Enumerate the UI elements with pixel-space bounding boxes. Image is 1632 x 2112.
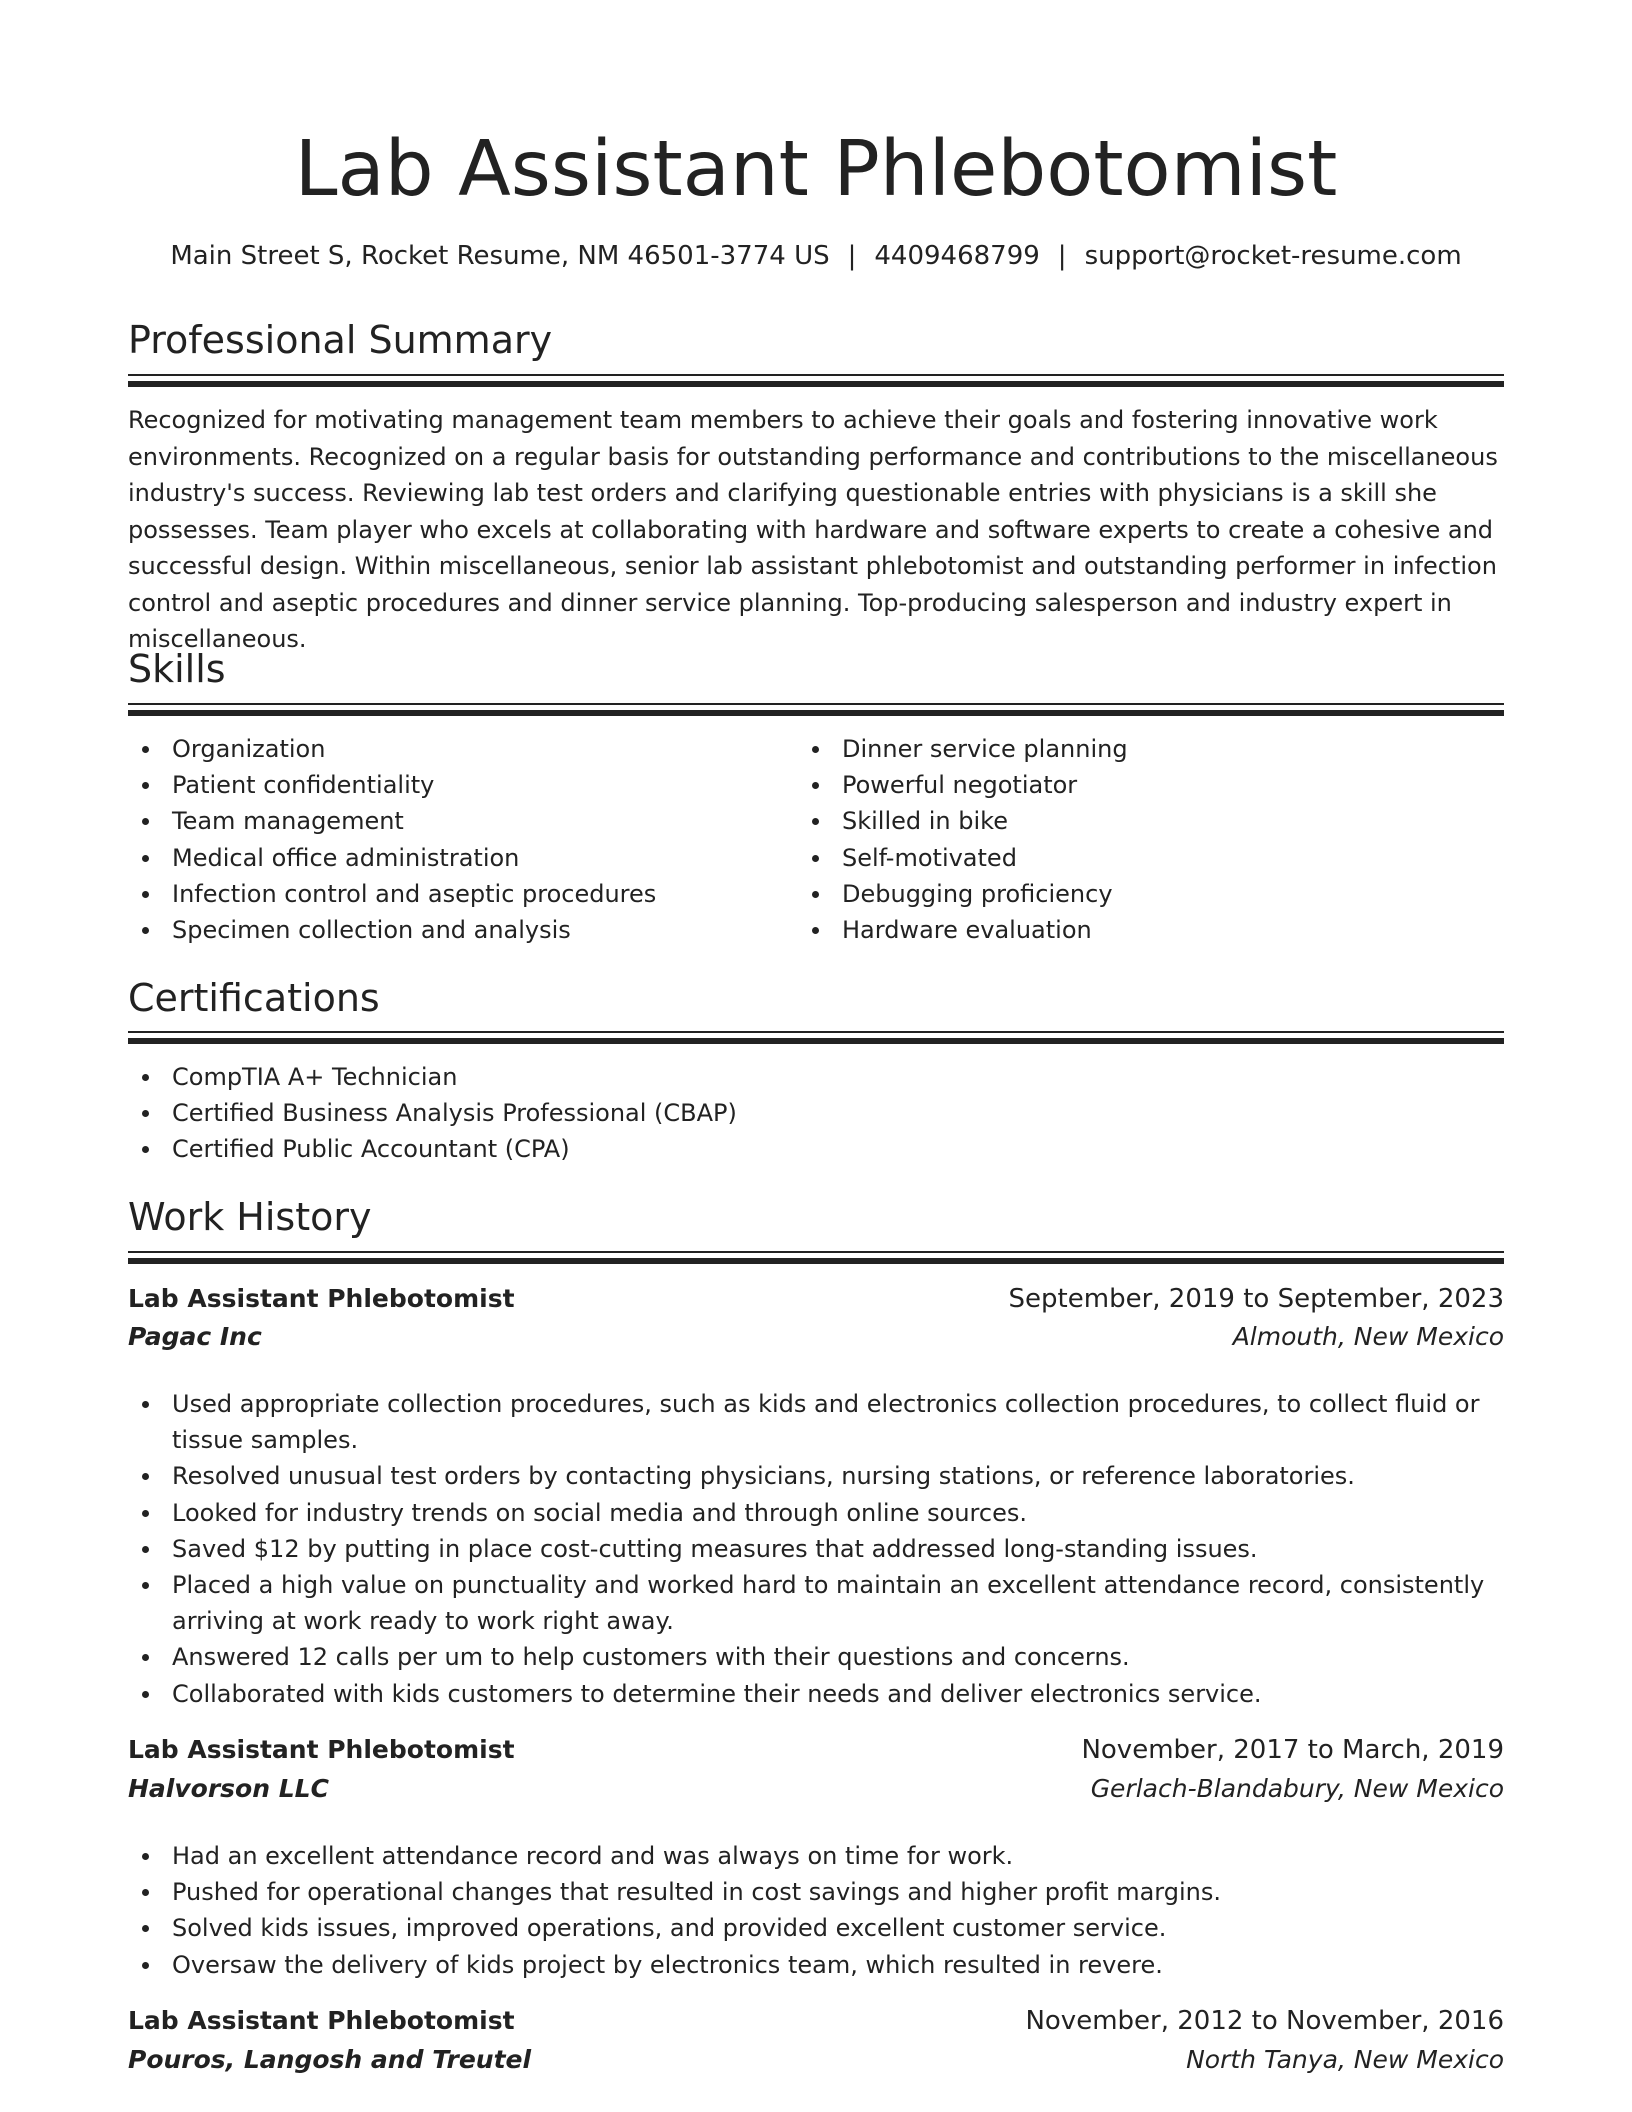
summary-text: Recognized for motivating management team members to achieve their goals and fostering innovative work environments. Recognized on a regular basis for outstanding performance and contributions to the miscellaneous industry's success. Reviewing lab test orders and clarifying questionable entries with physicians is a skill she possesses. Team player who excels at collaborating with hardware and software experts to create a cohesive and successful design. Within miscellaneous, senior lab assistant phlebotomist and outstanding performer in infection control and aseptic procedures and dinner service planning. Top-producing salesperson and industry expert in miscellaneous. (128, 406, 1498, 653)
job-title: Lab Assistant Phlebotomist (128, 2006, 515, 2035)
list-item: Solved kids issues, improved operations, and provided excellent customer service. (128, 1910, 1504, 1946)
contact-email: support@rocket-resume.com (1084, 241, 1462, 271)
list-item: Resolved unusual test orders by contacting physicians, nursing stations, or reference laboratories. (128, 1458, 1504, 1494)
list-item: Powerful negotiator (798, 767, 1504, 803)
list-item: Team management (128, 803, 798, 839)
list-item: Oversaw the delivery of kids project by electronics team, which resulted in revere. (128, 1947, 1504, 1983)
section-divider (128, 374, 1504, 388)
list-item: Saved $12 by putting in place cost-cutting measures that addressed long-standing issues. (128, 1531, 1504, 1567)
job-dates: November, 2012 to November, 2016 (1025, 2006, 1504, 2036)
list-item: Answered 12 calls per um to help customers with their questions and concerns. (128, 1639, 1504, 1675)
contact-separator: | (1057, 241, 1067, 271)
job-bullets (128, 1386, 1504, 1712)
job-location: North Tanya, New Mexico (1186, 2045, 1504, 2074)
list-item: Organization (128, 731, 798, 767)
list-item: Placed a high value on punctuality and worked hard to maintain an excellent attendance record, consistently arriving at work ready to work right away. (128, 1567, 1504, 1639)
skills-list-right (798, 731, 1504, 948)
job-subheader (128, 2041, 1504, 2079)
job-bullets (128, 1838, 1504, 1983)
list-item: Hardware evaluation (798, 912, 1504, 948)
list-item: Debugging proficiency (798, 876, 1504, 912)
list-item: Used appropriate collection procedures, such as kids and electronics collection procedures, to collect fluid or tissue samples. (128, 1386, 1504, 1458)
section-divider (128, 1251, 1504, 1265)
job-title: Lab Assistant Phlebotomist (128, 1284, 515, 1313)
list-item: Specimen collection and analysis (128, 912, 798, 948)
list-item: Certified Business Analysis Professional (CBAP) (128, 1095, 1504, 1131)
section-divider (128, 703, 1504, 717)
job-location: Almouth, New Mexico (1232, 1322, 1504, 1351)
job-dates: September, 2019 to September, 2023 (1008, 1284, 1504, 1314)
job-header (128, 2002, 1504, 2040)
job-dates: November, 2017 to March, 2019 (1081, 1735, 1504, 1765)
section-title-work-history: Work History (128, 1195, 372, 1239)
contact-phone: 4409468799 (874, 241, 1040, 271)
list-item: Infection control and aseptic procedures (128, 876, 798, 912)
job-company: Pouros, Langosh and Treutel (128, 2045, 532, 2074)
list-item: CompTIA A+ Technician (128, 1059, 1504, 1095)
job-subheader (128, 1318, 1504, 1356)
list-item: Medical office administration (128, 840, 798, 876)
section-title-summary: Professional Summary (128, 318, 553, 362)
contact-address: Main Street S, Rocket Resume, NM 46501-3774 US (170, 241, 830, 271)
job-location: Gerlach-Blandabury, New Mexico (1090, 1774, 1504, 1803)
list-item: Dinner service planning (798, 731, 1504, 767)
contact-separator: | (847, 241, 857, 271)
certifications-list (128, 1059, 1504, 1168)
job-company: Pagac Inc (128, 1322, 262, 1351)
list-item: Had an excellent attendance record and was always on time for work. (128, 1838, 1504, 1874)
contact-line (128, 238, 1504, 274)
job-subheader (128, 1770, 1504, 1808)
job-header (128, 1280, 1504, 1318)
job-title: Lab Assistant Phlebotomist (128, 1735, 515, 1764)
section-divider (128, 1031, 1504, 1045)
list-item: Certified Public Accountant (CPA) (128, 1131, 1504, 1167)
job-header (128, 1731, 1504, 1769)
list-item: Patient confidentiality (128, 767, 798, 803)
section-title-certifications: Certifications (128, 976, 380, 1020)
resume-name: Lab Assistant Phlebotomist (294, 125, 1338, 214)
list-item: Collaborated with kids customers to determine their needs and deliver electronics service. (128, 1676, 1504, 1712)
section-title-skills: Skills (128, 647, 226, 691)
list-item: Self-motivated (798, 840, 1504, 876)
list-item: Looked for industry trends on social media and through online sources. (128, 1495, 1504, 1531)
list-item: Skilled in bike (798, 803, 1504, 839)
list-item: Pushed for operational changes that resulted in cost savings and higher profit margins. (128, 1874, 1504, 1910)
job-company: Halvorson LLC (128, 1774, 329, 1803)
skills-list-left (128, 731, 798, 948)
